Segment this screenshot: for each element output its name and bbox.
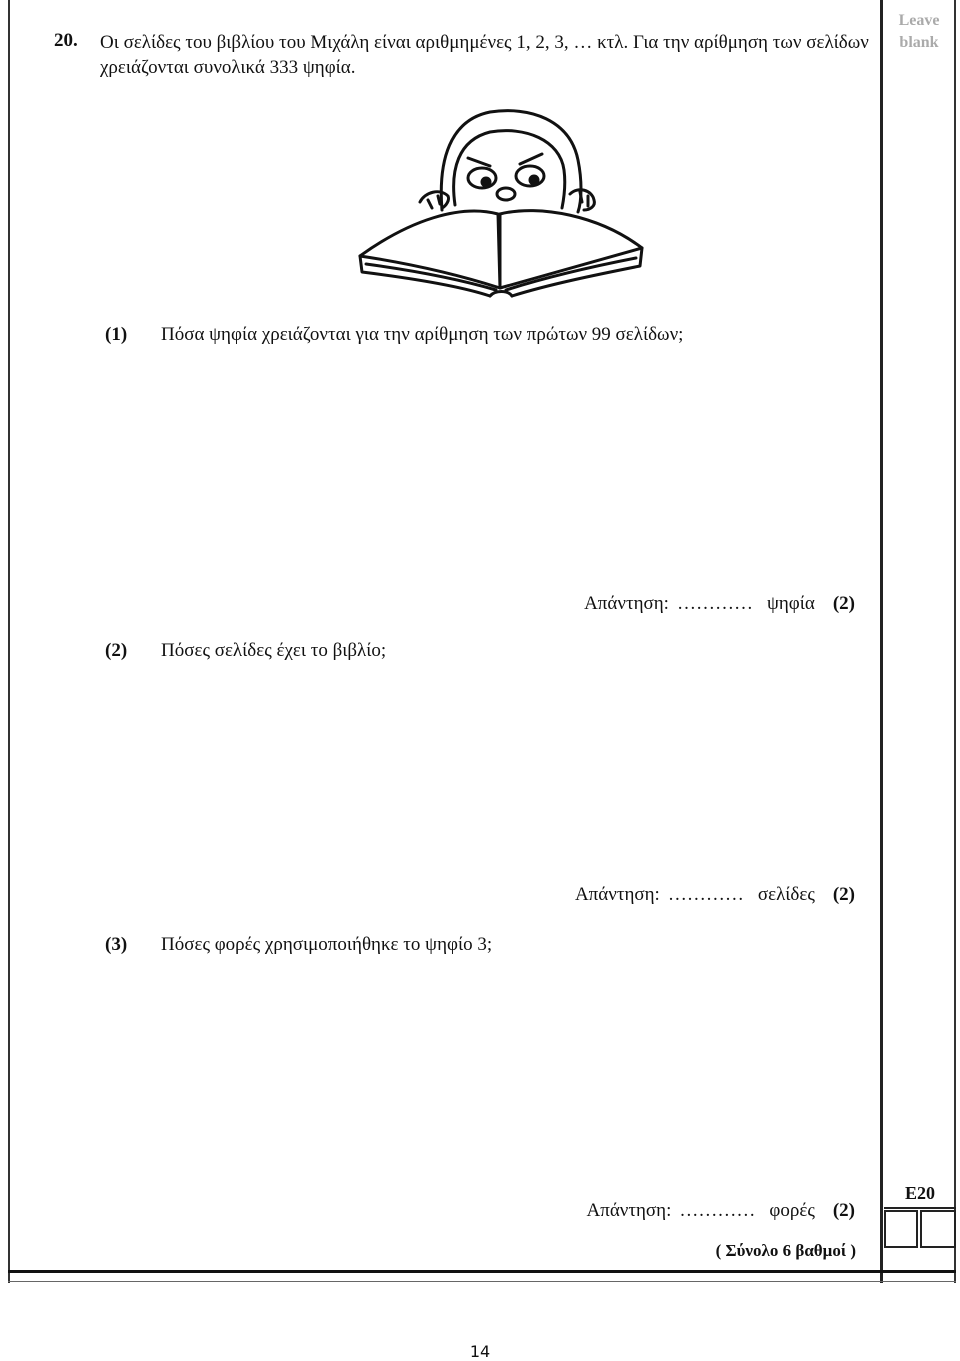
part-3-marks: (2) xyxy=(832,1200,855,1221)
part-3-answer xyxy=(587,1200,856,1222)
answer-blank[interactable]: ………… xyxy=(676,593,753,614)
answer-prefix: Απάντηση: xyxy=(574,884,660,905)
question-text: Οι σελίδες του βιβλίου του Μιχάλη είναι αριθμημένες 1, 2, 3, … κτλ. Για την αρίθμηση των σελίδων χρειάζονται συνολικά 333 ψηφία. xyxy=(100,32,869,78)
mark-box xyxy=(884,1180,956,1268)
leave-blank-label: Leave blank xyxy=(898,12,940,51)
part-1-marks: (2) xyxy=(832,593,855,614)
part-2-text: Πόσες σελίδες έχει το βιβλίο; xyxy=(161,640,387,661)
answer-blank[interactable]: ………… xyxy=(667,884,744,905)
answer-unit: σελίδες xyxy=(757,884,815,905)
bottom-rule xyxy=(8,1270,956,1273)
part-1-answer xyxy=(584,593,855,615)
question-number: 20. xyxy=(54,30,78,51)
page-number: 14 xyxy=(469,1342,491,1361)
part-1-label: (1) xyxy=(105,324,128,345)
mark-box-label: E20 xyxy=(904,1183,935,1203)
part-2-answer xyxy=(575,884,855,906)
answer-prefix: Απάντηση: xyxy=(586,1200,672,1221)
answer-unit: ψηφία xyxy=(766,593,815,614)
part-1-text: Πόσα ψηφία χρειάζονται για την αρίθμηση των πρώτων 99 σελίδων; xyxy=(161,324,684,345)
part-2-label: (2) xyxy=(105,640,128,661)
part-2-marks: (2) xyxy=(832,884,855,905)
answer-unit: φορές xyxy=(769,1200,815,1221)
margin-divider xyxy=(880,0,883,1283)
mark-box-rule xyxy=(884,1207,956,1209)
reading-child-illustration xyxy=(350,100,650,310)
answer-blank[interactable]: ………… xyxy=(679,1200,756,1221)
part-3-text: Πόσες φορές χρησιμοποιήθηκε το ψηφίο 3; xyxy=(161,934,493,955)
bottom-rule-thin xyxy=(8,1281,956,1282)
mark-box-cell[interactable] xyxy=(920,1210,956,1248)
mark-box-cell[interactable] xyxy=(884,1210,918,1248)
total-marks: ( Σύνολο 6 βαθμοί ) xyxy=(715,1241,856,1260)
part-3-label: (3) xyxy=(105,934,128,955)
answer-prefix: Απάντηση: xyxy=(584,593,669,614)
